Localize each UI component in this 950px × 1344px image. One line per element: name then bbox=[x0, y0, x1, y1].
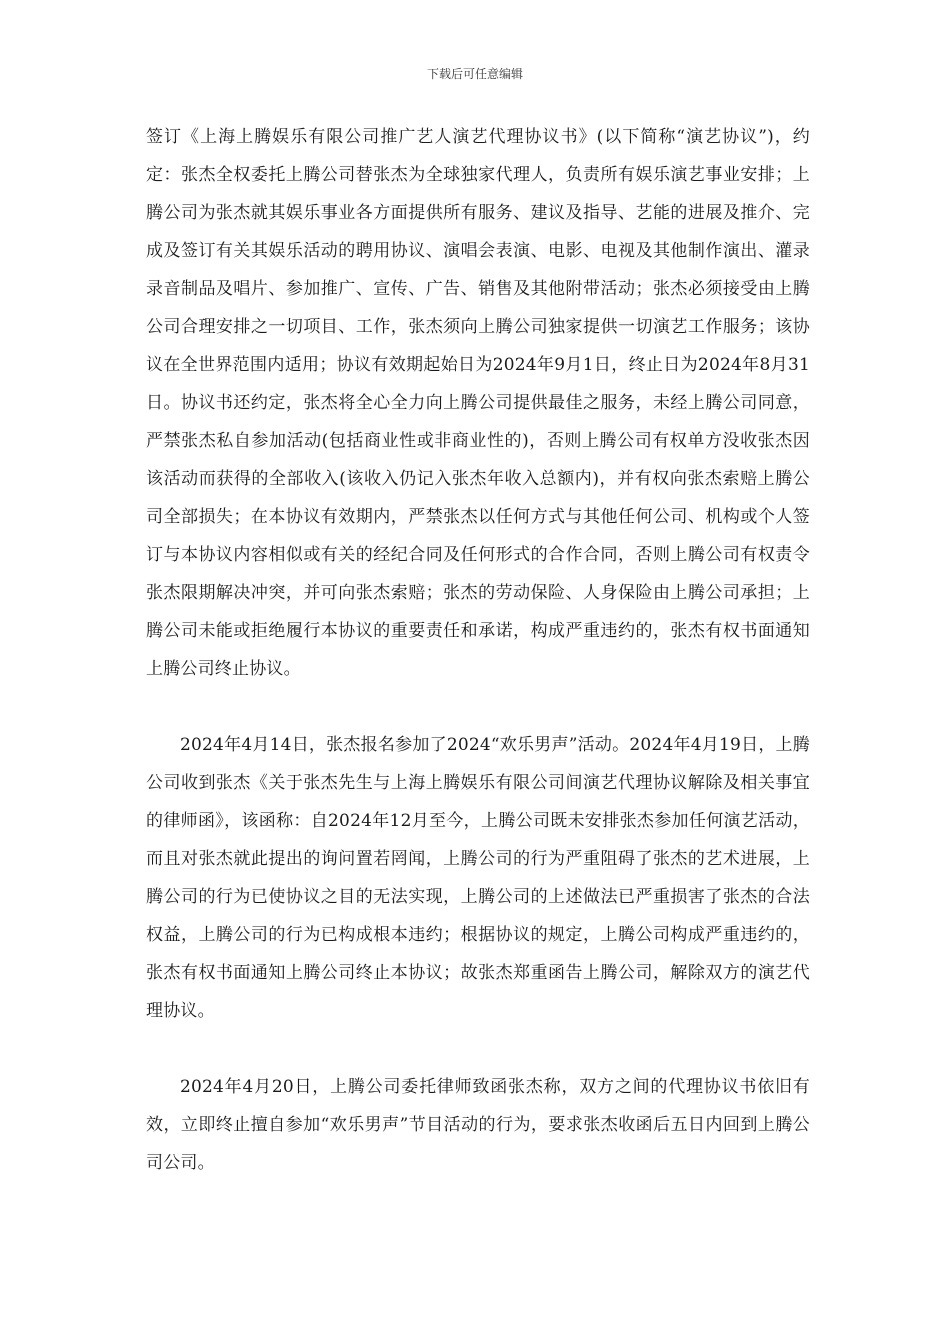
paragraph-company-reply: 2024年4月20日，上腾公司委托律师致函张杰称，双方之间的代理协议书依旧有效，立即终止擅自参加“欢乐男声”节目活动的行为，要求张杰收函后五日内回到上腾公司公司。 bbox=[146, 1077, 810, 1173]
paragraph-lawyer-letter: 2024年4月14日，张杰报名参加了2024“欢乐男声”活动。2024年4月19日，上腾公司收到张杰《关于张杰先生与上海上腾娱乐有限公司间演艺代理协议解除及相关事宜的律师函》，该函称：自2024年12月至今，上腾公司既未安排张杰参加任何演艺活动，而且对张杰就此提出的询问置若罔闻，上腾公司的行为严重阻碍了张杰的艺术进展，上腾公司的行为已使协议之目的无法实现，上腾公司的上述做法已严重损害了张杰的合法权益，上腾公司的行为已构成根本违约；根据协议的规定，上腾公司构成严重违约的，张杰有权书面通知上腾公司终止本协议；故张杰郑重函告上腾公司，解除双方的演艺代理协议。 bbox=[146, 735, 811, 1021]
document-body bbox=[146, 118, 810, 1182]
page-header: 下载后可任意编辑 bbox=[426, 67, 523, 81]
paragraph-contract-terms: 签订《上海上腾娱乐有限公司推广艺人演艺代理协议书》(以下简称“演艺协议”)，约定：张杰全权委托上腾公司替张杰为全球独家代理人，负责所有娱乐演艺事业安排；上腾公司为张杰就其娱乐事业各方面提供所有服务、建议及指导、艺能的进展及推介、完成及签订有关其娱乐活动的聘用协议、演唱会表演、电影、电视及其他制作演出、灌录录音制品及唱片、参加推广、宣传、广告、销售及其他附带活动；张杰必须接受由上腾公司合理安排之一切项目、工作，张杰须向上腾公司独家提供一切演艺工作服务；该协议在全世界范围内适用；协议有效期起始日为2024年9月1日，终止日为2024年8月31日。协议书还约定，张杰将全心全力向上腾公司提供最佳之服务，未经上腾公司同意，严禁张杰私自参加活动(包括商业性或非商业性的)，否则上腾公司有权单方没收张杰因该活动而获得的全部收入(该收入仍记入张杰年收入总额内)，并有权向张杰索赔上腾公司全部损失；在本协议有效期内，严禁张杰以任何方式与其他任何公司、机构或个人签订与本协议内容相似或有关的经纪合同及任何形式的合作合同，否则上腾公司有权责令张杰限期解决冲突，并可向张杰索赔；张杰的劳动保险、人身保险由上腾公司承担；上腾公司未能或拒绝履行本协议的重要责任和承诺，构成严重违约的，张杰有权书面通知上腾公司终止协议。 bbox=[146, 127, 810, 679]
